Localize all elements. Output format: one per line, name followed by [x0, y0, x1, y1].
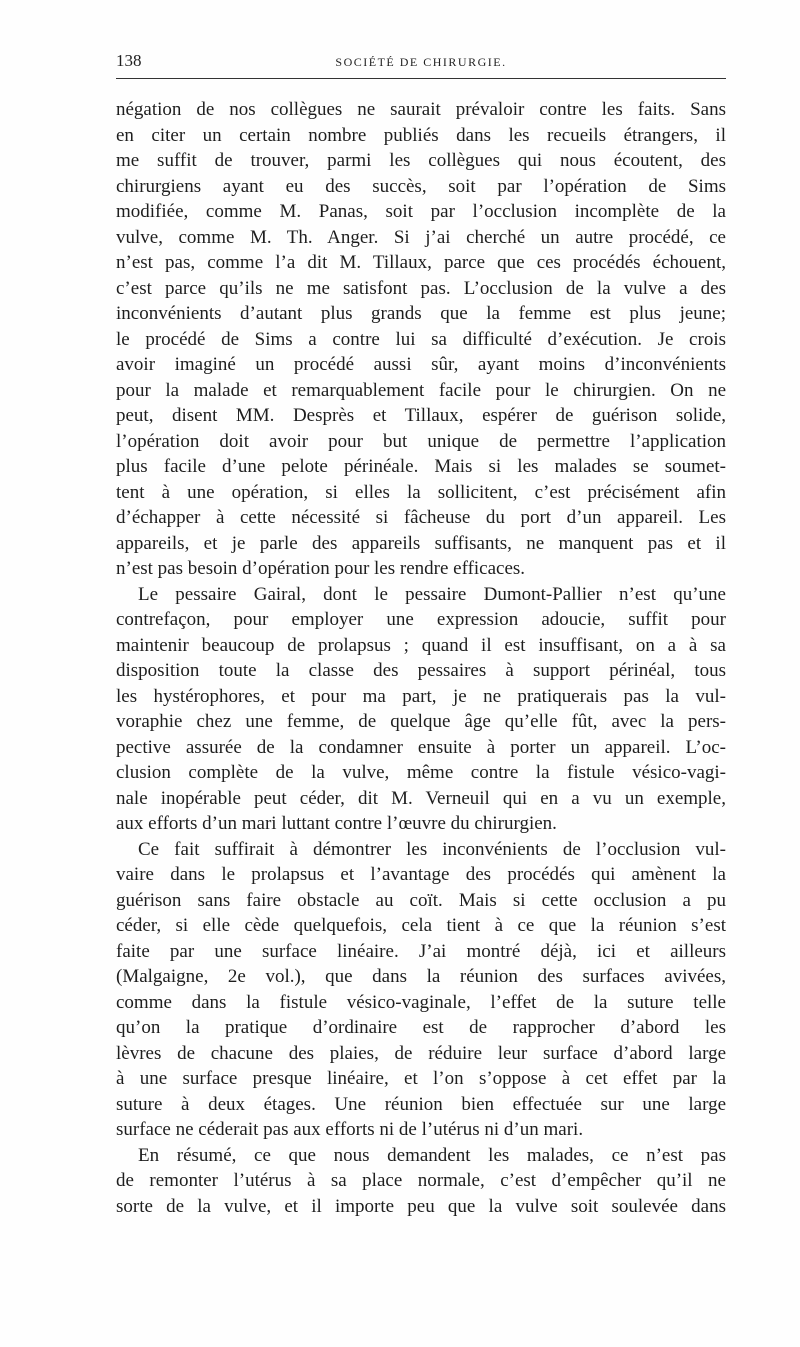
- text-line: appareils, et je parle des appareils suffisants, ne manquent pas et il: [116, 532, 726, 554]
- text-line: aux efforts d’un mari luttant contre l’œuvre du chirurgien.: [116, 813, 557, 834]
- text-line: (Malgaigne, 2e vol.), que dans la réunion des surfaces avivées,: [116, 966, 726, 987]
- text-line: modifiée, comme M. Panas, soit par l’occlusion incomplète de la: [116, 201, 726, 222]
- text-line: pective assurée de la condamner ensuite à porter un appareil. L’oc-: [116, 736, 726, 758]
- text-line: voraphie chez une femme, de quelque âge qu’elle fût, avec la pers-: [116, 711, 726, 732]
- header-rule: [116, 78, 726, 79]
- text-line: inconvénients d’autant plus grands que la femme est plus jeune;: [116, 303, 726, 324]
- text-line: avoir imaginé un procédé aussi sûr, ayant moins d’inconvénients: [116, 354, 726, 375]
- text-line: guérison sans faire obstacle au coït. Mais si cette occlusion a pu: [116, 889, 726, 911]
- text-line: négation de nos collègues ne saurait prévaloir contre les faits. Sans: [116, 99, 726, 120]
- running-title: SOCIÉTÉ DE CHIRURGIE.: [335, 55, 507, 69]
- text-line: les hystérophores, et pour ma part, je ne pratiquerais pas la vul-: [116, 685, 726, 707]
- text-line: faite par une surface linéaire. J’ai montré déjà, ici et ailleurs: [116, 940, 726, 962]
- text-line: lèvres de chacune des plaies, de réduire leur surface d’abord large: [116, 1042, 726, 1064]
- text-line: clusion complète de la vulve, même contre la fistule vésico-vagi-: [116, 762, 726, 783]
- text-line: nale inopérable peut céder, dit M. Verneuil qui en a vu un exemple,: [116, 787, 726, 809]
- text-line: suture à deux étages. Une réunion bien effectuée sur une large: [116, 1093, 726, 1115]
- text-line: me suffit de trouver, parmi les collègues qui nous écoutent, des: [116, 150, 726, 171]
- text-line: surface ne céderait pas aux efforts ni de l’utérus ni d’un mari.: [116, 1119, 584, 1140]
- text-line: Le pessaire Gairal, dont le pessaire Dumont-Pallier n’est qu’une: [138, 583, 726, 605]
- text-line: peut, disent MM. Desprès et Tillaux, espérer de guérison solide,: [116, 405, 726, 426]
- text-line: de remonter l’utérus à sa place normale, c’est d’empêcher qu’il ne: [116, 1170, 726, 1191]
- text-line: contrefaçon, pour employer une expression adoucie, suffit pour: [116, 609, 726, 630]
- text-line: plus facile d’une pelote périnéale. Mais si les malades se soumet-: [116, 456, 726, 477]
- text-line: en citer un certain nombre publiés dans les recueils étrangers, il: [116, 124, 726, 146]
- text-line: pour la malade et remarquablement facile pour le chirurgien. On ne: [116, 379, 726, 401]
- text-line: à une surface presque linéaire, et l’on s’oppose à cet effet par la: [116, 1068, 726, 1089]
- text-line: le procédé de Sims a contre lui sa difficulté d’exécution. Je crois: [116, 328, 726, 350]
- text-line: vulve, comme M. Th. Anger. Si j’ai cherché un autre procédé, ce: [116, 226, 726, 248]
- text-line: comme dans la fistule vésico-vaginale, l’effet de la suture telle: [116, 991, 726, 1013]
- text-line: chirurgiens ayant eu des succès, soit par l’opération de Sims: [116, 175, 726, 197]
- text-line: d’échapper à cette nécessité si fâcheuse du port d’un appareil. Les: [116, 507, 726, 528]
- text-line: l’opération doit avoir pour but unique de permettre l’application: [116, 430, 726, 452]
- text-line: maintenir beaucoup de prolapsus ; quand il est insuffisant, on a à sa: [116, 634, 726, 656]
- text-line: c’est parce qu’ils ne me satisfont pas. L’occlusion de la vulve a des: [116, 277, 726, 299]
- text-line: disposition toute la classe des pessaires à support périnéal, tous: [116, 660, 726, 681]
- page-number: 138: [116, 51, 142, 70]
- text-line: n’est pas besoin d’opération pour les rendre efficaces.: [116, 558, 526, 579]
- text-line: Ce fait suffirait à démontrer les inconvénients de l’occlusion vul-: [138, 838, 726, 860]
- running-head: [116, 50, 726, 76]
- text-line: n’est pas, comme l’a dit M. Tillaux, parce que ces procédés échouent,: [116, 252, 726, 273]
- text-line: qu’on la pratique d’ordinaire est de rapprocher d’abord les: [116, 1017, 726, 1038]
- text-line: sorte de la vulve, et il importe peu que la vulve soit soulevée dans: [116, 1195, 726, 1217]
- text-line: tent à une opération, si elles la sollicitent, c’est précisément afin: [116, 481, 726, 503]
- body-text: [116, 97, 726, 1219]
- text-line: céder, si elle cède quelquefois, cela tient à ce que la réunion s’est: [116, 915, 726, 936]
- text-line: En résumé, ce que nous demandent les malades, ce n’est pas: [138, 1144, 726, 1166]
- text-line: vaire dans le prolapsus et l’avantage des procédés qui amènent la: [116, 864, 726, 885]
